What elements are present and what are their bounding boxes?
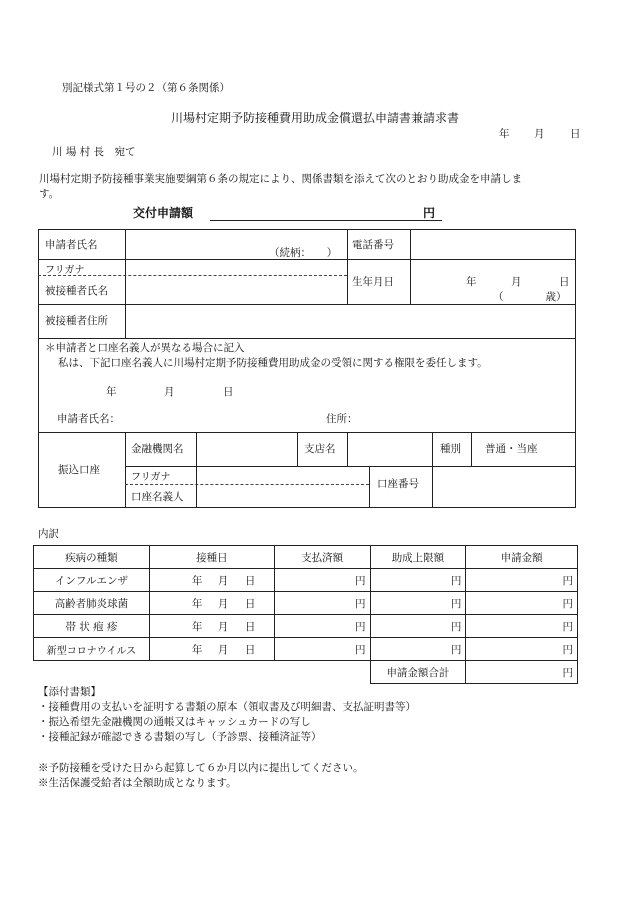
disease-name: インフルエンザ: [34, 569, 150, 592]
age-label: （ 歳）: [493, 291, 567, 303]
page-title: 川場村定期予防接種費用助成金償還払申請書兼請求書: [170, 111, 459, 125]
limit-amount[interactable]: 円: [370, 615, 466, 638]
furigana-label: フリガナ: [45, 265, 85, 276]
table-row: [34, 569, 578, 592]
date-day: 日: [244, 597, 256, 610]
patient-address-label: 被接種者住所: [45, 315, 108, 327]
delegation-note: ＊申請者と口座名義人が異なる場合に記入: [45, 342, 245, 354]
intro-text-line2: す。: [39, 188, 60, 200]
institution-label: 金融機関名: [131, 443, 184, 455]
form-number: 別記様式第１号の２（第６条関係）: [62, 82, 230, 94]
limit-amount[interactable]: 円: [370, 592, 466, 615]
intro-text-line1: 川場村定期予防接種事業実施要綱第６条の規定により、関係書類を添えて次のとおり助成金を申請しま: [39, 173, 522, 185]
note-deadline: ※予防接種を受けた日から起算して６か月以内に提出してください。: [38, 762, 364, 774]
account-number-label: 口座番号: [377, 478, 419, 490]
date-day: 日: [244, 643, 256, 656]
attachments-heading: 【添付書類】: [38, 686, 101, 698]
attachment-item: ・接種記録が確認できる書類の写し（予診票、接種済証等）: [38, 731, 322, 743]
disease-name: 高齢者肺炎球菌: [34, 592, 150, 615]
note-welfare: ※生活保護受給者は全額助成となります。: [38, 777, 237, 789]
table-total-row: [34, 661, 578, 684]
date-year: 年: [191, 620, 203, 633]
breakdown-label: 内訳: [38, 528, 59, 540]
phone-label: 電話番号: [352, 239, 394, 251]
limit-amount[interactable]: 円: [370, 569, 466, 592]
header-paid: 支払済額: [274, 546, 370, 569]
total-amount[interactable]: 円: [466, 661, 578, 684]
request-amount[interactable]: 円: [466, 569, 578, 592]
vaccination-date[interactable]: [149, 615, 274, 638]
delegation-day: 日: [223, 386, 234, 398]
date-year: 年: [191, 574, 203, 587]
relation-label: （続柄： ）: [269, 247, 338, 259]
header-limit: 助成上限額: [370, 546, 466, 569]
attachment-item: ・振込希望先金融機関の通帳又はキャッシュカードの写し: [38, 716, 311, 728]
grant-amount-line[interactable]: [210, 220, 442, 221]
holder-furigana-label: フリガナ: [131, 472, 171, 483]
delegation-applicant-label: 申請者氏名：: [57, 413, 120, 425]
table-row: [34, 638, 578, 661]
breakdown-table: [33, 545, 578, 684]
date-year: 年: [191, 597, 203, 610]
branch-label: 支店名: [304, 443, 336, 455]
disease-name: 新型コロナウイルス: [34, 638, 150, 661]
header-request: 申請金額: [466, 546, 578, 569]
date-day-label: 日: [570, 128, 581, 140]
date-month: 月: [217, 620, 229, 633]
bank-account-label: 振込口座: [58, 464, 100, 476]
grant-amount-unit: 円: [423, 206, 436, 220]
birth-month-label: 月: [511, 276, 522, 288]
date-year-label: 年: [499, 128, 510, 140]
date-month: 月: [217, 574, 229, 587]
disease-name: 帯 状 疱 疹: [34, 615, 150, 638]
table-header-row: [34, 546, 578, 569]
delegation-address-label: 住所：: [326, 413, 358, 425]
paid-amount[interactable]: 円: [274, 592, 370, 615]
request-amount[interactable]: 円: [466, 615, 578, 638]
paid-amount[interactable]: 円: [274, 615, 370, 638]
paid-amount[interactable]: 円: [274, 569, 370, 592]
paid-amount[interactable]: 円: [274, 638, 370, 661]
request-amount[interactable]: 円: [466, 592, 578, 615]
date-month: 月: [217, 597, 229, 610]
grant-amount-label: 交付申請額: [133, 206, 194, 220]
attachment-item: ・接種費用の支払いを証明する書類の原本（領収書及び明細書、支払証明書等）: [38, 701, 416, 713]
date-day: 日: [244, 620, 256, 633]
delegation-month: 月: [164, 386, 175, 398]
account-holder-label: 口座名義人: [131, 491, 184, 503]
vaccination-date[interactable]: [149, 638, 274, 661]
delegation-text: 私は、下記口座名義人に川場村定期予防接種費用助成金の受領に関する権限を委任します。: [58, 357, 488, 369]
account-type-label: 種別: [440, 443, 461, 455]
date-day: 日: [244, 574, 256, 587]
vaccination-date[interactable]: [149, 569, 274, 592]
vaccination-date[interactable]: [149, 592, 274, 615]
date-month: 月: [217, 643, 229, 656]
header-disease: 疾病の種類: [34, 546, 150, 569]
header-date: 接種日: [149, 546, 274, 569]
request-amount[interactable]: 円: [466, 638, 578, 661]
date-year: 年: [191, 643, 203, 656]
birth-year-label: 年: [466, 276, 477, 288]
limit-amount[interactable]: 円: [370, 638, 466, 661]
date-month-label: 月: [534, 128, 545, 140]
table-row: [34, 615, 578, 638]
birth-day-label: 日: [559, 276, 570, 288]
account-type-value[interactable]: 普通・当座: [485, 443, 538, 455]
addressee: 川 場 村 長 宛て: [52, 146, 136, 158]
table-row: [34, 592, 578, 615]
birth-date-label: 生年月日: [352, 276, 394, 288]
applicant-name-label: 申請者氏名: [45, 239, 98, 251]
delegation-year: 年: [106, 386, 117, 398]
total-label: 申請金額合計: [370, 661, 466, 684]
patient-name-label: 被接種者氏名: [45, 285, 108, 297]
